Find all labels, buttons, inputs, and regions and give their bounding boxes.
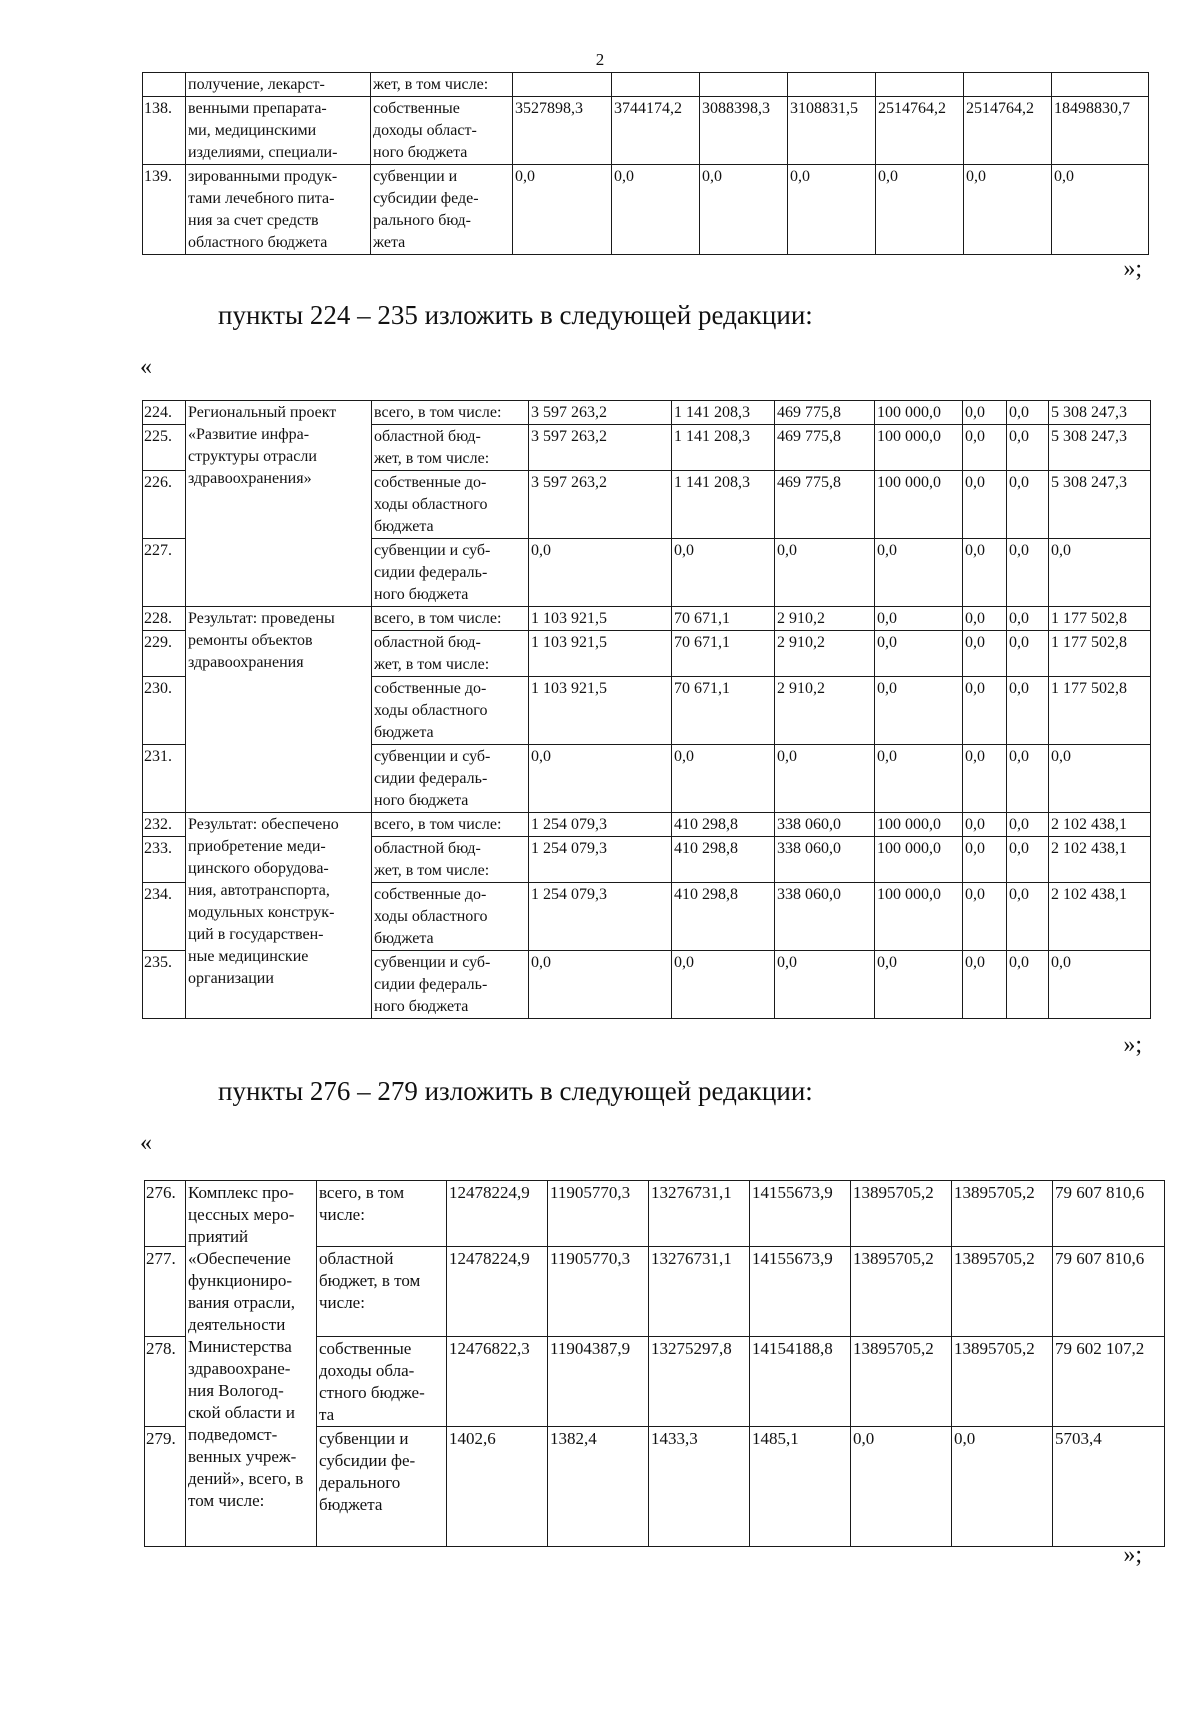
value-cell: 13895705,2 xyxy=(851,1247,952,1337)
value-cell: 1 103 921,5 xyxy=(529,631,672,677)
funding-source-cell: областной бюджет, в том числе: xyxy=(317,1247,447,1337)
value-cell: 0,0 xyxy=(1007,883,1049,951)
value-cell: 2 910,2 xyxy=(775,631,875,677)
value-cell: 5 308 247,3 xyxy=(1049,401,1151,425)
funding-source-cell: областной бюд- жет, в том числе: xyxy=(372,631,529,677)
value-cell: 0,0 xyxy=(1052,165,1149,255)
value-cell: 13895705,2 xyxy=(851,1181,952,1247)
row-number: 228. xyxy=(143,607,186,631)
value-cell: 0,0 xyxy=(875,745,963,813)
value-cell: 0,0 xyxy=(1007,745,1049,813)
value-cell: 79 602 107,2 xyxy=(1053,1337,1165,1427)
value-cell: 13895705,2 xyxy=(851,1337,952,1427)
table-row xyxy=(143,401,1151,425)
value-cell: 0,0 xyxy=(964,165,1052,255)
value-cell: 1 103 921,5 xyxy=(529,607,672,631)
value-cell: 1 177 502,8 xyxy=(1049,607,1151,631)
value-cell: 2 910,2 xyxy=(775,607,875,631)
value-cell: 70 671,1 xyxy=(672,677,775,745)
value-cell: 0,0 xyxy=(963,631,1007,677)
value-cell: 0,0 xyxy=(775,539,875,607)
row-number: 234. xyxy=(143,883,186,951)
value-cell: 12478224,9 xyxy=(447,1181,548,1247)
value-cell: 0,0 xyxy=(513,165,612,255)
value-cell: 13895705,2 xyxy=(952,1337,1053,1427)
funding-source-cell: собственные доходы област- ного бюджета xyxy=(371,97,513,165)
value-cell: 13275297,8 xyxy=(649,1337,750,1427)
value-cell: 0,0 xyxy=(1007,813,1049,837)
value-cell: 0,0 xyxy=(1049,539,1151,607)
row-name-cell: венными препарата- ми, медицинскими изделиями, специали- xyxy=(186,97,371,165)
value-cell: 5703,4 xyxy=(1053,1427,1165,1547)
group-name-cell: Региональный проект «Развитие инфра- структуры отрасли здравоохранения» xyxy=(186,401,372,607)
value-cell: 100 000,0 xyxy=(875,883,963,951)
value-cell: 1402,6 xyxy=(447,1427,548,1547)
table-row xyxy=(145,1181,1165,1247)
value-cell: 14154188,8 xyxy=(750,1337,851,1427)
funding-source-cell: всего, в том числе: xyxy=(372,401,529,425)
value-cell: 70 671,1 xyxy=(672,607,775,631)
value-cell: 0,0 xyxy=(963,837,1007,883)
value-cell: 11904387,9 xyxy=(548,1337,649,1427)
value-cell: 0,0 xyxy=(1007,401,1049,425)
value-cell: 0,0 xyxy=(876,165,964,255)
value-cell: 1 141 208,3 xyxy=(672,425,775,471)
value-cell: 14155673,9 xyxy=(750,1247,851,1337)
value-cell: 0,0 xyxy=(875,539,963,607)
value-cell: 410 298,8 xyxy=(672,837,775,883)
value-cell: 1433,3 xyxy=(649,1427,750,1547)
value-cell: 3 597 263,2 xyxy=(529,425,672,471)
row-number xyxy=(143,73,186,97)
row-number: 139. xyxy=(143,165,186,255)
opening-quote-3: « xyxy=(140,1130,152,1156)
value-cell: 0,0 xyxy=(1007,677,1049,745)
value-cell: 0,0 xyxy=(1049,951,1151,1019)
value-cell: 469 775,8 xyxy=(775,471,875,539)
value-cell: 0,0 xyxy=(963,539,1007,607)
value-cell: 1 141 208,3 xyxy=(672,401,775,425)
table3-body xyxy=(145,1181,1165,1547)
row-number: 138. xyxy=(143,97,186,165)
row-number: 235. xyxy=(143,951,186,1019)
funding-source-cell: собственные до- ходы областного бюджета xyxy=(372,883,529,951)
value-cell: 0,0 xyxy=(963,401,1007,425)
value-cell: 13276731,1 xyxy=(649,1247,750,1337)
section-heading-224-235: пункты 224 – 235 изложить в следующей редакции: xyxy=(218,300,813,330)
funding-source-cell: жет, в том числе: xyxy=(371,73,513,97)
value-cell: 100 000,0 xyxy=(875,837,963,883)
value-cell: 3744174,2 xyxy=(612,97,700,165)
funding-source-cell: субвенции и суб- сидии федераль- ного бюджета xyxy=(372,745,529,813)
value-cell: 18498830,7 xyxy=(1052,97,1149,165)
row-number: 277. xyxy=(145,1247,186,1337)
row-number: 227. xyxy=(143,539,186,607)
value-cell: 13895705,2 xyxy=(952,1181,1053,1247)
value-cell: 410 298,8 xyxy=(672,883,775,951)
value-cell: 0,0 xyxy=(672,539,775,607)
value-cell: 5 308 247,3 xyxy=(1049,471,1151,539)
value-cell: 13895705,2 xyxy=(952,1247,1053,1337)
row-number: 276. xyxy=(145,1181,186,1247)
table-row xyxy=(143,73,1149,97)
row-number: 225. xyxy=(143,425,186,471)
value-cell: 0,0 xyxy=(851,1427,952,1547)
value-cell xyxy=(513,73,612,97)
row-number: 233. xyxy=(143,837,186,883)
value-cell: 0,0 xyxy=(1007,471,1049,539)
value-cell: 0,0 xyxy=(529,951,672,1019)
value-cell: 0,0 xyxy=(963,471,1007,539)
value-cell: 0,0 xyxy=(1007,425,1049,471)
value-cell: 0,0 xyxy=(672,951,775,1019)
value-cell xyxy=(788,73,876,97)
row-name-cell: зированными продук- тами лечебного пита- ния за счет средств областного бюджета xyxy=(186,165,371,255)
value-cell: 0,0 xyxy=(963,677,1007,745)
value-cell: 0,0 xyxy=(963,813,1007,837)
value-cell: 79 607 810,6 xyxy=(1053,1181,1165,1247)
value-cell: 0,0 xyxy=(963,425,1007,471)
value-cell xyxy=(876,73,964,97)
funding-source-cell: собственные до- ходы областного бюджета xyxy=(372,677,529,745)
value-cell: 1 254 079,3 xyxy=(529,883,672,951)
value-cell: 79 607 810,6 xyxy=(1053,1247,1165,1337)
value-cell: 0,0 xyxy=(963,951,1007,1019)
value-cell: 0,0 xyxy=(1007,631,1049,677)
value-cell xyxy=(964,73,1052,97)
value-cell: 0,0 xyxy=(952,1427,1053,1547)
value-cell: 12478224,9 xyxy=(447,1247,548,1337)
value-cell: 0,0 xyxy=(963,883,1007,951)
value-cell: 3108831,5 xyxy=(788,97,876,165)
value-cell: 1 254 079,3 xyxy=(529,837,672,883)
closing-quote-3: »; xyxy=(1123,1542,1142,1568)
row-number: 231. xyxy=(143,745,186,813)
table-row xyxy=(143,97,1149,165)
value-cell: 1 103 921,5 xyxy=(529,677,672,745)
value-cell: 338 060,0 xyxy=(775,837,875,883)
value-cell: 469 775,8 xyxy=(775,401,875,425)
value-cell: 1 254 079,3 xyxy=(529,813,672,837)
closing-quote-2: »; xyxy=(1123,1032,1142,1058)
value-cell: 469 775,8 xyxy=(775,425,875,471)
value-cell: 2514764,2 xyxy=(964,97,1052,165)
value-cell: 0,0 xyxy=(1007,607,1049,631)
value-cell: 0,0 xyxy=(875,951,963,1019)
value-cell: 0,0 xyxy=(1049,745,1151,813)
funding-source-cell: субвенции и субсидии фе- дерального бюджета xyxy=(317,1427,447,1547)
row-number: 278. xyxy=(145,1337,186,1427)
value-cell: 2 102 438,1 xyxy=(1049,813,1151,837)
budget-table-276-279 xyxy=(144,1180,1165,1547)
value-cell xyxy=(612,73,700,97)
row-name-cell: получение, лекарст- xyxy=(186,73,371,97)
value-cell: 12476822,3 xyxy=(447,1337,548,1427)
group-name-cell: Результат: обеспечено приобретение меди- цинского оборудова- ния, автотранспорта, модульных конструк- ций в государствен- ные медицинские организации xyxy=(186,813,372,1019)
value-cell: 410 298,8 xyxy=(672,813,775,837)
value-cell: 0,0 xyxy=(963,607,1007,631)
funding-source-cell: всего, в том числе: xyxy=(317,1181,447,1247)
value-cell: 0,0 xyxy=(875,631,963,677)
section-heading-276-279: пункты 276 – 279 изложить в следующей редакции: xyxy=(218,1076,813,1106)
value-cell: 11905770,3 xyxy=(548,1181,649,1247)
value-cell: 0,0 xyxy=(875,677,963,745)
value-cell: 338 060,0 xyxy=(775,883,875,951)
funding-source-cell: областной бюд- жет, в том числе: xyxy=(372,837,529,883)
funding-source-cell: субвенции и суб- сидии федераль- ного бюджета xyxy=(372,951,529,1019)
funding-source-cell: субвенции и суб- сидии федераль- ного бюджета xyxy=(372,539,529,607)
value-cell: 0,0 xyxy=(1007,539,1049,607)
funding-source-cell: всего, в том числе: xyxy=(372,813,529,837)
value-cell: 1485,1 xyxy=(750,1427,851,1547)
value-cell: 0,0 xyxy=(875,607,963,631)
value-cell: 1 177 502,8 xyxy=(1049,677,1151,745)
value-cell: 0,0 xyxy=(963,745,1007,813)
value-cell: 1 141 208,3 xyxy=(672,471,775,539)
table2-body xyxy=(143,401,1151,1019)
budget-table-224-235 xyxy=(142,400,1151,1019)
table-row xyxy=(143,607,1151,631)
funding-source-cell: всего, в том числе: xyxy=(372,607,529,631)
value-cell: 1 177 502,8 xyxy=(1049,631,1151,677)
group-name-cell: Комплекс про- цессных меро- приятий «Обеспечение функциониро- вания отрасли, деятельности Министерства здравоохране- ния Вологод- ской области и подведомст- венных учреж- дений», всего, в том числе: xyxy=(186,1181,317,1547)
value-cell: 0,0 xyxy=(672,745,775,813)
row-number: 229. xyxy=(143,631,186,677)
funding-source-cell: собственные доходы обла- стного бюдже- та xyxy=(317,1337,447,1427)
value-cell: 0,0 xyxy=(1007,951,1049,1019)
row-number: 232. xyxy=(143,813,186,837)
table-row xyxy=(143,813,1151,837)
value-cell: 14155673,9 xyxy=(750,1181,851,1247)
value-cell: 0,0 xyxy=(775,745,875,813)
value-cell: 0,0 xyxy=(529,539,672,607)
table-row xyxy=(143,165,1149,255)
value-cell: 0,0 xyxy=(529,745,672,813)
row-number: 230. xyxy=(143,677,186,745)
row-number: 279. xyxy=(145,1427,186,1547)
value-cell: 3527898,3 xyxy=(513,97,612,165)
value-cell: 13276731,1 xyxy=(649,1181,750,1247)
value-cell: 2 910,2 xyxy=(775,677,875,745)
value-cell: 11905770,3 xyxy=(548,1247,649,1337)
value-cell xyxy=(700,73,788,97)
value-cell: 5 308 247,3 xyxy=(1049,425,1151,471)
value-cell: 0,0 xyxy=(700,165,788,255)
value-cell: 3 597 263,2 xyxy=(529,401,672,425)
value-cell: 0,0 xyxy=(1007,837,1049,883)
value-cell: 3088398,3 xyxy=(700,97,788,165)
value-cell: 100 000,0 xyxy=(875,813,963,837)
budget-table-138-139 xyxy=(142,72,1149,255)
value-cell: 0,0 xyxy=(788,165,876,255)
funding-source-cell: субвенции и субсидии феде- рального бюд- жета xyxy=(371,165,513,255)
value-cell: 3 597 263,2 xyxy=(529,471,672,539)
table1-body xyxy=(143,73,1149,255)
value-cell: 100 000,0 xyxy=(875,425,963,471)
funding-source-cell: областной бюд- жет, в том числе: xyxy=(372,425,529,471)
row-number: 224. xyxy=(143,401,186,425)
value-cell xyxy=(1052,73,1149,97)
value-cell: 338 060,0 xyxy=(775,813,875,837)
value-cell: 100 000,0 xyxy=(875,401,963,425)
value-cell: 2 102 438,1 xyxy=(1049,883,1151,951)
row-number: 226. xyxy=(143,471,186,539)
group-name-cell: Результат: проведены ремонты объектов здравоохранения xyxy=(186,607,372,813)
value-cell: 70 671,1 xyxy=(672,631,775,677)
value-cell: 2514764,2 xyxy=(876,97,964,165)
opening-quote-2: « xyxy=(140,354,152,380)
closing-quote-1: »; xyxy=(1123,256,1142,282)
value-cell: 0,0 xyxy=(612,165,700,255)
value-cell: 100 000,0 xyxy=(875,471,963,539)
funding-source-cell: собственные до- ходы областного бюджета xyxy=(372,471,529,539)
page-number: 2 xyxy=(595,50,605,69)
value-cell: 0,0 xyxy=(775,951,875,1019)
value-cell: 1382,4 xyxy=(548,1427,649,1547)
value-cell: 2 102 438,1 xyxy=(1049,837,1151,883)
